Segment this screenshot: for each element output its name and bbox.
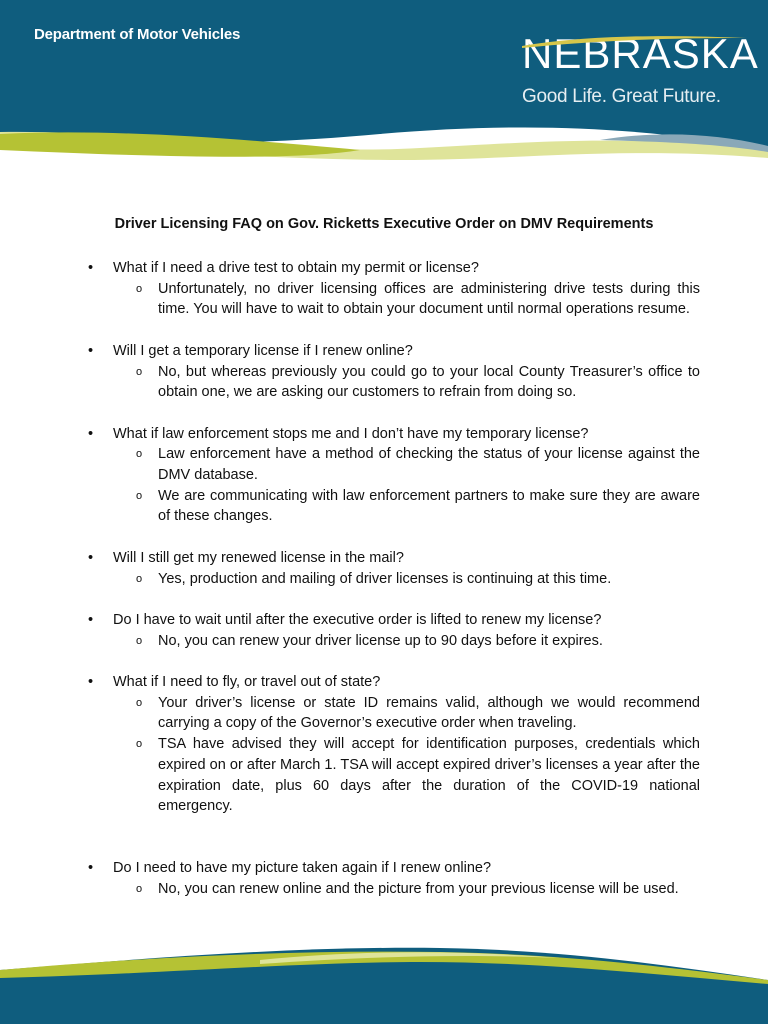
faq-item (88, 341, 700, 403)
faq-question: • Do I have to wait until after the executive order is lifted to renew my license? (88, 610, 700, 631)
sub-bullet-icon: o (136, 365, 143, 378)
faq-question: • Will I get a temporary license if I renew online? (88, 341, 700, 362)
faq-answer: o No, but whereas previously you could go to your local County Treasurer’s office to obtain one, we are asking our customers to refrain from doing so. (136, 363, 700, 401)
faq-answer: o No, you can renew online and the picture from your previous license will be used. (88, 879, 700, 900)
faq-answer: o Your driver’s license or state ID remains valid, although we would recommend carrying a copy of the Governor’s executive order when traveling. (136, 694, 700, 732)
faq-list (88, 258, 700, 920)
footer-background-graphic (0, 940, 768, 1024)
bullet-icon: • (88, 425, 94, 442)
sub-bullet-icon: o (136, 282, 143, 295)
faq-question: • What if I need a drive test to obtain my permit or license? (88, 258, 700, 279)
faq-question: • What if I need to fly, or travel out of state? (88, 672, 700, 693)
faq-item (88, 610, 700, 651)
faq-answer: o Yes, production and mailing of driver licenses is continuing at this time. (88, 569, 700, 590)
sub-bullet-icon: o (136, 883, 143, 895)
logo-tagline: Good Life. Great Future. (522, 86, 721, 107)
faq-item (88, 258, 700, 320)
bullet-icon: • (88, 860, 94, 877)
bullet-icon: • (88, 342, 94, 359)
logo-wordmark: NEBRASKA (522, 30, 759, 77)
footer-banner (0, 940, 768, 1024)
faq-answer: o TSA have advised they will accept for identification purposes, credentials which expired on or after March 1. TSA will accept expired driver’s licenses a year after the expiration date, plus 60 days after the duration of the COVID-19 national emergency. (136, 736, 700, 815)
faq-item (88, 424, 700, 528)
faq-item (88, 672, 700, 817)
bullet-icon: • (88, 549, 94, 566)
sub-bullet-icon: o (136, 634, 143, 647)
sub-bullet-icon: o (136, 696, 143, 709)
document-title: Driver Licensing FAQ on Gov. Ricketts Executive Order on DMV Requirements (114, 216, 654, 232)
faq-answer: o Unfortunately, no driver licensing offices are administering drive tests during this time. You will have to wait to obtain your document until normal operations resume. (136, 280, 700, 318)
faq-answer: o Law enforcement have a method of checking the status of your license against the DMV database. (136, 446, 700, 483)
sub-bullet-icon: o (136, 738, 143, 751)
department-name: Department of Motor Vehicles (34, 26, 241, 43)
faq-answer: o No, you can renew your driver license up to 90 days before it expires. (88, 631, 700, 652)
sub-bullet-icon: o (136, 572, 143, 585)
bullet-icon: • (88, 611, 94, 628)
faq-item (88, 858, 700, 899)
sub-bullet-icon: o (136, 489, 143, 502)
faq-answer: o We are communicating with law enforcement partners to make sure they are aware of these changes. (136, 487, 700, 525)
bullet-icon: • (88, 260, 94, 276)
faq-question: • What if law enforcement stops me and I don’t have my temporary license? (88, 424, 700, 445)
faq-question: • Will I still get my renewed license in the mail? (88, 548, 700, 569)
faq-question: • Do I need to have my picture taken again if I renew online? (88, 858, 700, 879)
logo-swoosh-icon (520, 30, 750, 50)
letterhead-banner (0, 0, 768, 180)
faq-item (88, 548, 700, 589)
sub-bullet-icon: o (136, 448, 143, 461)
bullet-icon: • (88, 673, 94, 690)
nebraska-logo (520, 30, 759, 120)
